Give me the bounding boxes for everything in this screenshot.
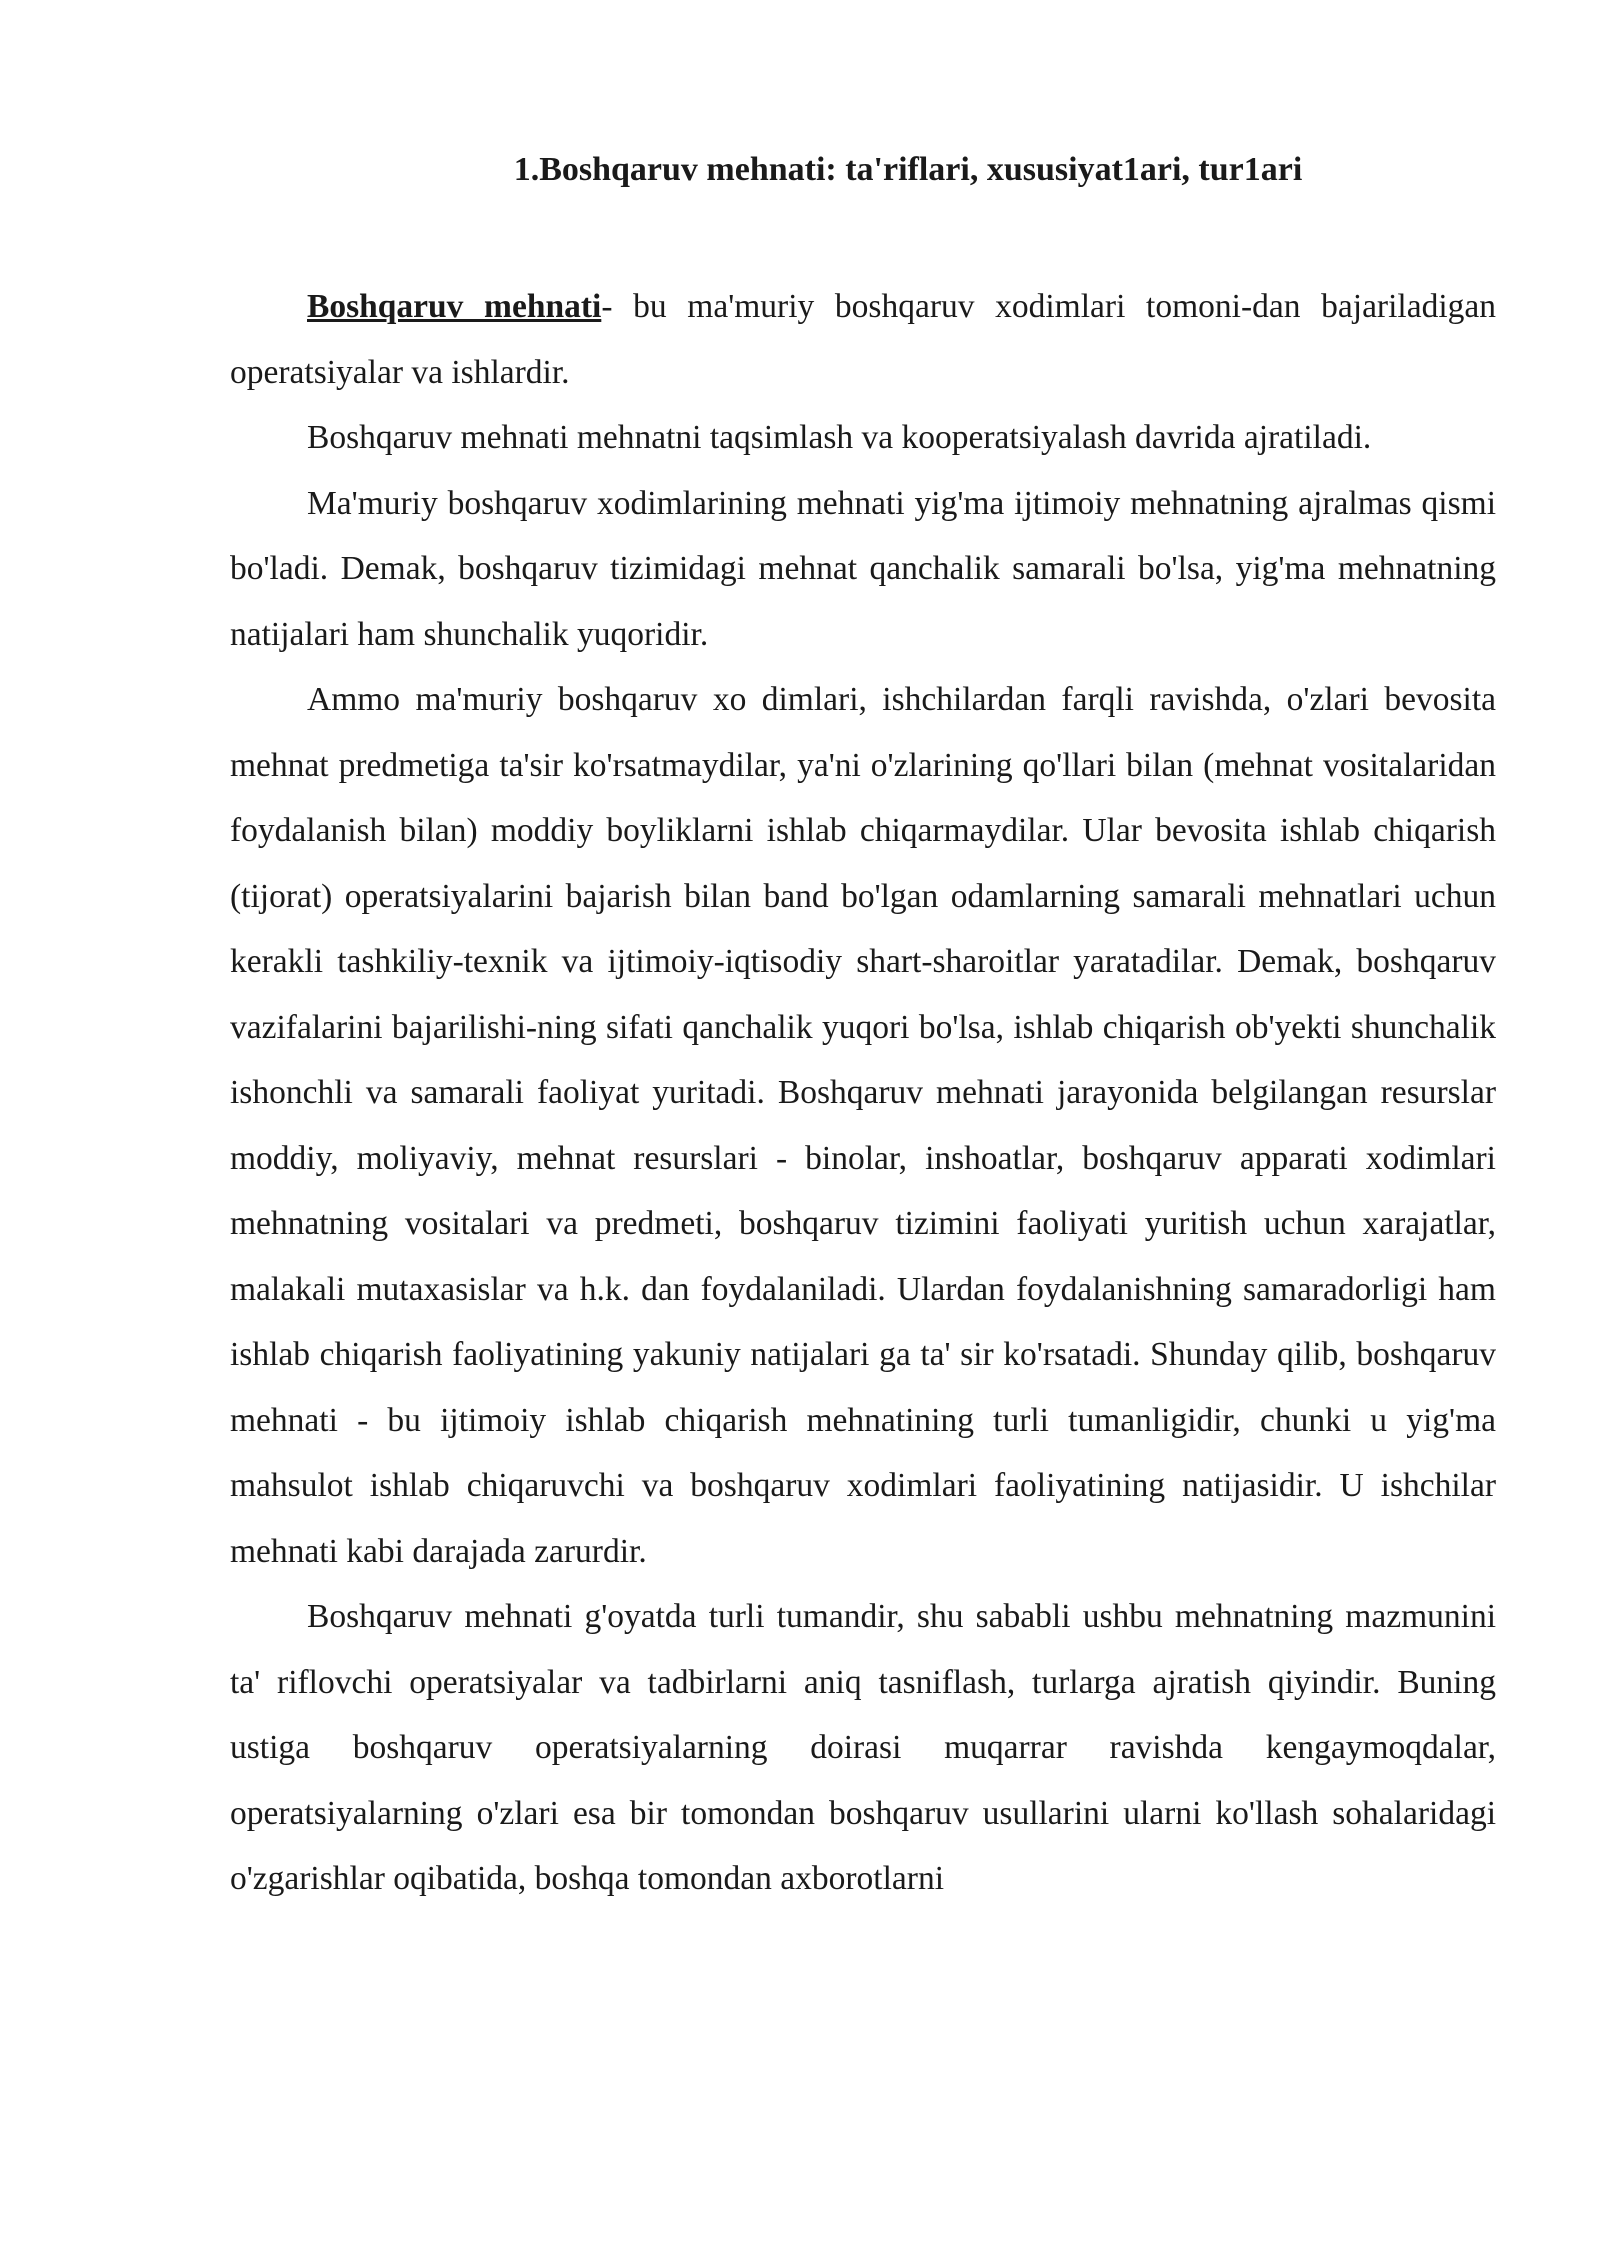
paragraph-3: Ma'muriy boshqaruv xodimlarining mehnati yig'ma ijtimoiy mehnatning ajralmas qismi bo'ladi. Demak, boshqaruv tizimidagi mehnat qanchalik samarali bo'lsa, yig'ma mehnatning natijalari ham shunchalik yuqoridir. [230,484,1496,653]
paragraph-4: Ammo ma'muriy boshqaruv xo dimlari, ishchilardan farqli ravishda, o'zlari bevosita mehnat predmetiga ta'sir ko'rsatmaydilar, ya'ni o'zlarining qo'llari bilan (mehnat vositalaridan foydalanish bilan) moddiy boyliklarni ishlab chiqarmaydilar. Ular bevosita ishlab chiqarish (tijorat) operatsiyalarini bajarish bilan band bo'lgan odamlarning samarali mehnatlari uchun kerakli tashkiliy-texnik va ijtimoiy-iqtisodiy shart-sharoitlar yaratadilar. Demak, boshqaruv vazifalarini bajarilishi-ning sifati qanchalik yuqori bo'lsa, ishlab chiqarish ob'yekti shunchalik ishonchli va samarali faoliyat yuritadi. Boshqaruv mehnati jarayonida belgilangan resurslar moddiy, moliyaviy, mehnat resurslari - binolar, inshoatlar, boshqaruv apparati xodimlari mehnatning vositalari va predmeti, boshqaruv tizimini faoliyati yuritish uchun xarajatlar, malakali mutaxasislar va h.k. dan foydalaniladi. Ulardan foydalanishning samaradorligi ham ishlab chiqarish faoliyatining yakuniy natijalari ga ta' sir ko'rsatadi. Shunday qilib, boshqaruv mehnati - bu ijtimoiy ishlab chiqarish mehnatining turli tumanligidir, chunki u yig'ma mahsulot ishlab chiqaruvchi va boshqaruv xodimlari faoliyatining natijasidir. U ishchilar mehnati kabi darajada zarurdir. [230,681,1496,1570]
document-title: 1.Boshqaruv mehnati: ta'riflari, xususiyat1ari, tur1ari [513,151,1303,188]
defined-term: Boshqaruv mehnati [307,288,602,325]
paragraph-5: Boshqaruv mehnati g'oyatda turli tumandir, shu sababli ushbu mehnatning mazmunini ta' riflovchi operatsiyalar va tadbirlarni aniq tasniflash, turlarga ajratish qiyindir. Buning ustiga boshqaruv operatsiyalarning doirasi muqarrar ravishda kengaymoqdalar, operatsiyalarning o'zlari esa bir tomondan boshqaruv usullarini ularni ko'llash sohalaridagi o'zgarishlar oqibatida, boshqa tomondan axborotlarni [230,1598,1496,1897]
paragraph-2: Boshqaruv mehnati mehnatni taqsimlash va kooperatsiyalash davrida ajratiladi. [307,419,1372,456]
document-page [230,150,1496,1912]
paragraph-definition [230,274,1496,405]
definition-text: - bu ma'muriy boshqaruv xodimlari tomoni-dan bajariladigan operatsiyalar va ishlardir. [230,288,1496,391]
